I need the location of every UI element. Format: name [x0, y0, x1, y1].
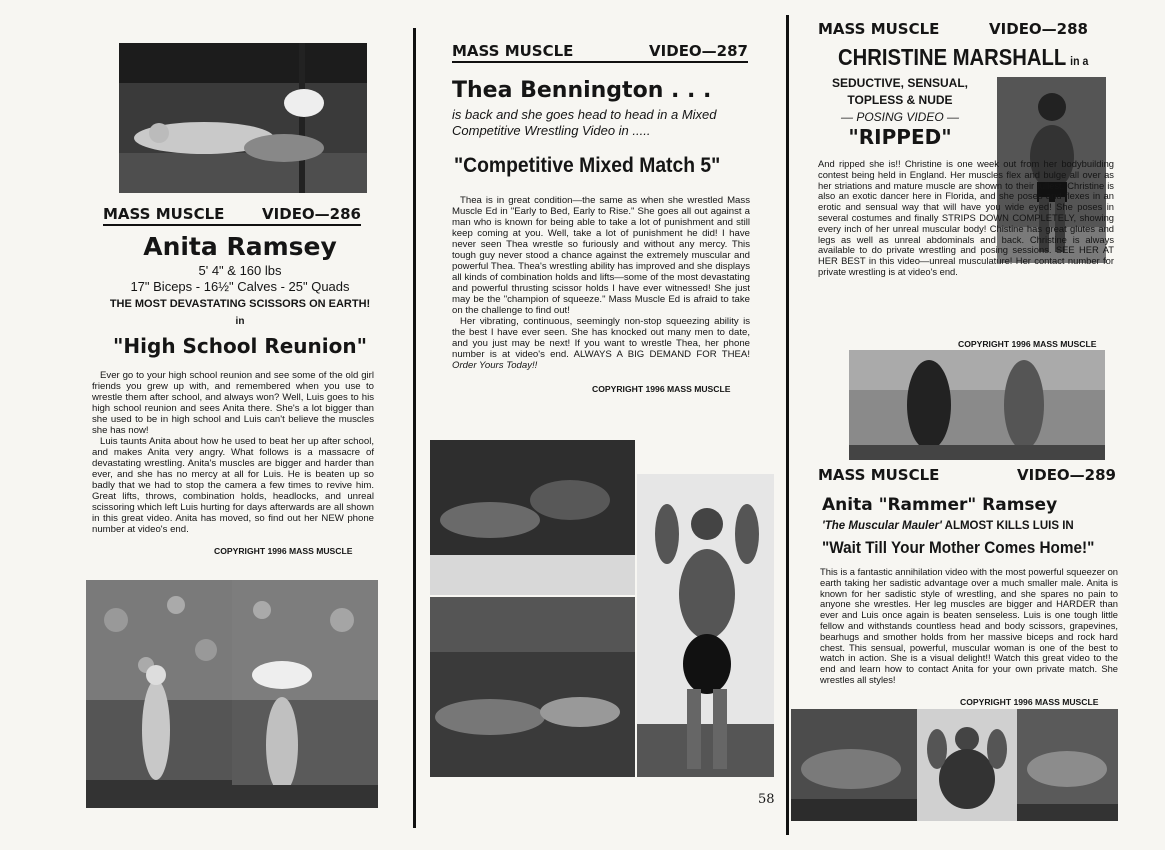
intro-text: is back and she goes head to head in a Mixed Competitive Wrestling Video in ..... [452, 107, 717, 138]
page-number: 58 [758, 792, 775, 807]
video-289-header [818, 466, 1116, 485]
video-289-description: This is a fantastic annihilation video with the most powerful squeezer on earth taking her sadistic advantage over a much smaller male. Anita is known for her sadistic style of wrestling, and she spares no pain to anyone she wrestles. Her leg muscles are bigger and HARDER than ever and Luis once again is beaten senseless. Luis is one tough little fellow and withstands countless head and body scissors, grapevines, bearhugs and smother holds from her massive biceps and rock hard chest. This sensual, powerful, muscular woman is one of the best to watch in action. She is a visual delight!! Watch this great video to the end and learn how to contact Anita for your own private match. She wrestles all styles! [820, 566, 1118, 685]
subtitle-line-2: TOPLESS & NUDE [847, 93, 953, 107]
name-suffix: in a [1070, 54, 1089, 68]
header-video-number: VIDEO—288 [989, 20, 1088, 38]
header-brand: MASS MUSCLE [818, 466, 940, 484]
copyright: COPYRIGHT 1996 MASS MUSCLE [960, 697, 1099, 707]
wrestling-photo-bottom-right-3 [1017, 709, 1118, 821]
wrestling-photo-bottom-left-1 [86, 580, 232, 808]
performer-name: Anita Ramsey [143, 232, 337, 261]
video-288-header [818, 20, 1088, 39]
video-287-description [452, 195, 750, 371]
wrestling-photo-bottom-right-1 [791, 709, 917, 821]
header-video-number: VIDEO—287 [649, 42, 748, 60]
tagline: THE MOST DEVASTATING SCISSORS ON EARTH! [109, 298, 371, 310]
video-title: "High School Reunion" [112, 334, 368, 358]
header-video-number: VIDEO—289 [1017, 466, 1116, 484]
wrestling-photo-top-left [119, 43, 367, 193]
performer-name: Anita "Rammer" Ramsey [822, 495, 1058, 515]
video-title: "RIPPED" [848, 125, 952, 149]
video-title-text: "Competitive Mixed Match 5" [454, 154, 721, 177]
performer-name-line [838, 44, 1128, 74]
video-288-description: And ripped she is!! Christine is one week out from her bodybuilding contest being held in England. Her muscles flex and bulge all over as her striations and mature muscle are shown to their fullest. Christine is also an exotic dancer here in Florida, and she poses and flexes in an erotic and sensual way that will have you wide eyed! She poses in several costumes and finally STRIPS DOWN COMPLETELY, showing every inch of her unreal muscular body! Chistine has great glutes and legs as well as unreal abdominals and back. Christine is always available to do private wrestling and posing sessions. SEE HER AT HER BEST in this video—unreal musculature! Her contact number for private wrestling is at video's end. [818, 158, 1114, 277]
video-title-text: "Wait Till Your Mother Comes Home!" [822, 538, 1095, 557]
flexing-photo [637, 474, 774, 777]
subtitle-line-1: SEDUCTIVE, SENSUAL, [831, 76, 969, 90]
paragraph-2: Luis taunts Anita about how he used to beat her up after school, and makes Anita very angry. What follows is a massacre of devastating wrestling. Anita's muscles are bigger and harder than ever, and she has no mercy at all for Luis. He is beaten up so badly that we had to stop the camera a few times to revive him. Great lifts, throws, combination holds, headlocks, and unreal scissoring which left Luis hurting for days afterwards are all shown in this great video. Anita has moved, so find out her NEW phone number at video's end. [92, 436, 374, 535]
video-287-header [452, 42, 748, 63]
header-brand: MASS MUSCLE [818, 20, 940, 38]
wrestling-photo-middle-2 [430, 597, 635, 777]
performer-name-wrap [838, 44, 1093, 71]
column-divider-right [786, 15, 789, 835]
video-title [454, 154, 794, 182]
subtitle-line [822, 520, 1074, 532]
copyright: COPYRIGHT 1996 MASS MUSCLE [214, 546, 353, 556]
wrestling-photo-middle-1 [430, 440, 635, 595]
paragraph-2-text: Her vibrating, continuous, seemingly non-stop squeezing ability is the best I have ever seen. She has knocked out many men to date, and you just may be next! If you want to wrestle Thea, her phone number is at video's end. ALWAYS A BIG DEMAND FOR THEA! [452, 316, 750, 360]
header-brand: MASS MUSCLE [103, 205, 225, 223]
paragraph-1: Thea is in great condition—the same as when she wrestled Mass Muscle Ed in "Early to Bed, Early to Rise." She goes all out against a man who is known for being able to take a lot of punishment and still keep coming at you. Well, take a lot of punishment he did! I have never seen Thea wrestle so furiously and without any mercy. This tough guy never stood a chance against the extremely muscular and powerful Thea. Thea's wrestling ability has improved and she displays all kinds of combination holds and lifts—some of the most devastating and powerful thrusting scissor holds I have ever witnessed! She just may be the "champion of squeeze." Mass Muscle Ed is afraid to take on the challenge to find out! [452, 195, 750, 316]
wrestling-photo-bottom-left-2 [232, 580, 378, 808]
column-divider-left [413, 28, 416, 828]
paragraph-1: Ever go to your high school reunion and see some of the old girl friends you grew up with, and remembered when you use to wrestle them after school, and always won? Well, Luis goes to his high school reunion and sees Anita there. She's a lot bigger than she used to be in high school and Luis can't believe the muscles she has now! [92, 370, 374, 436]
subtitle-line-3: — POSING VIDEO — [840, 110, 960, 124]
order-text: Order Yours Today!! [452, 360, 538, 371]
performer-name: Thea Bennington . . . [452, 78, 712, 103]
subtitle-rest: ALMOST KILLS LUIS IN [944, 520, 1074, 532]
copyright: COPYRIGHT 1996 MASS MUSCLE [958, 339, 1097, 349]
video-title [822, 538, 1122, 564]
video-286-header [103, 205, 361, 226]
measurements: 17" Biceps - 16½" Calves - 25" Quads [130, 279, 350, 294]
paragraph-2 [452, 316, 750, 371]
header-brand: MASS MUSCLE [452, 42, 574, 60]
subtitle-italic: 'The Muscular Mauler' [822, 520, 942, 532]
costume-photo [849, 350, 1105, 460]
wrestling-photo-bottom-right-2 [917, 709, 1017, 821]
height-weight: 5' 4" & 160 lbs [198, 263, 282, 278]
header-video-number: VIDEO—286 [262, 205, 361, 223]
performer-name: CHRISTINE MARSHALL [838, 44, 1067, 70]
in-word: in [235, 316, 245, 327]
copyright: COPYRIGHT 1996 MASS MUSCLE [592, 384, 731, 394]
video-286-description [92, 370, 374, 535]
